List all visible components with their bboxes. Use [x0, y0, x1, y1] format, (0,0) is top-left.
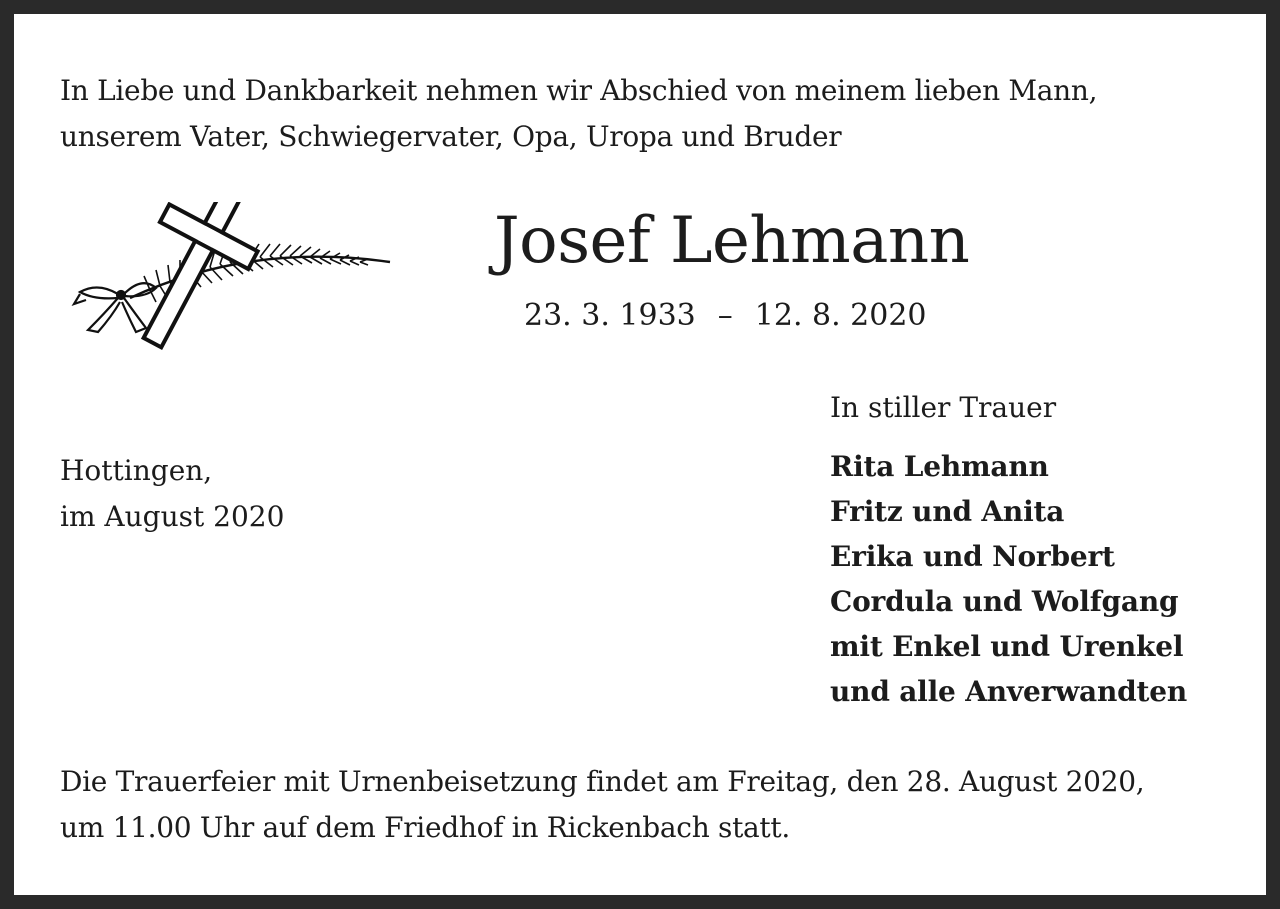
intro-line-2: unserem Vater, Schwiegervater, Opa, Uropa und Bruder	[60, 120, 842, 153]
mourning-lead: In stiller Trauer	[830, 391, 1057, 424]
mourner-name: mit Enkel und Urenkel	[830, 630, 1184, 663]
place-and-date	[60, 448, 284, 540]
mourner-name: und alle Anverwandten	[830, 675, 1188, 708]
life-dates	[524, 296, 927, 336]
mourner-name: Cordula und Wolfgang	[830, 585, 1179, 618]
date-separator: –	[717, 298, 733, 333]
cross-with-palm-branch-icon	[60, 202, 400, 362]
service-line-1: Die Trauerfeier mit Urnenbeisetzung findet am Freitag, den 28. August 2020,	[60, 765, 1145, 798]
birth-date: 23. 3. 1933	[524, 298, 696, 333]
mourner-name: Erika und Norbert	[830, 540, 1115, 573]
obituary-card	[14, 14, 1266, 895]
service-line-2: um 11.00 Uhr auf dem Friedhof in Rickenbach statt.	[60, 811, 790, 844]
mourners-block	[830, 386, 1187, 714]
intro-line-1: In Liebe und Dankbarkeit nehmen wir Abschied von meinem lieben Mann,	[60, 74, 1098, 107]
deceased-name: Josef Lehmann	[494, 204, 970, 278]
death-date: 12. 8. 2020	[754, 298, 927, 333]
place-line-1: Hottingen,	[60, 454, 213, 487]
place-line-2: im August 2020	[60, 500, 285, 533]
intro-text	[60, 68, 1240, 160]
mourner-name: Fritz und Anita	[830, 495, 1065, 528]
service-announcement	[60, 759, 1240, 851]
mourner-name: Rita Lehmann	[830, 450, 1049, 483]
